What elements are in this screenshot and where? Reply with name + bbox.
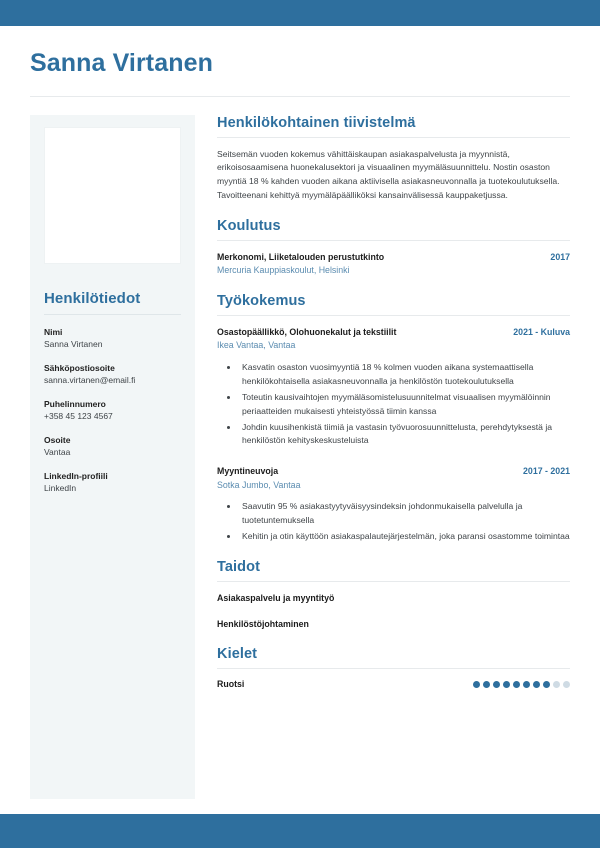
list-item: • Kasvatin osaston vuosimyyntiä 18 % kolmen vuoden aikana systemaattisella henkilökohtaisella asiakasneuvonnalla ja henkilöstön tuotekoulutuksella (239, 361, 570, 389)
contact-label: Puhelinnumero (44, 398, 106, 409)
two-column-layout (30, 115, 570, 799)
section-education (217, 218, 570, 278)
contact-item-phone (44, 398, 181, 423)
entry-title: Myyntineuvoja (217, 466, 279, 477)
section-divider (217, 668, 570, 669)
entry-date: 2017 - 2021 (523, 466, 570, 477)
language-name: Ruotsi (217, 679, 245, 690)
section-heading-experience: Työkokemus (217, 293, 306, 309)
section-experience (217, 293, 570, 544)
experience-entry (217, 326, 570, 448)
level-dot-empty (563, 681, 570, 688)
contact-item-address (44, 434, 181, 459)
contact-value: Sanna Virtanen (44, 338, 103, 349)
page-title: Sanna Virtanen (30, 49, 213, 77)
main-column (195, 115, 570, 799)
entry-bullet-list (217, 361, 570, 449)
list-item: • Saavutin 95 % asiakastyytyväisyysindeksin johdonmukaisella palvelulla ja tuotetuntemuksella (239, 500, 570, 528)
language-level-dots (473, 681, 570, 688)
section-heading-languages: Kielet (217, 646, 258, 663)
section-divider (217, 581, 570, 582)
level-dot-filled (473, 681, 480, 688)
section-skills (217, 559, 570, 631)
level-dot-filled (493, 681, 500, 688)
list-item: • Kehitin ja otin käyttöön asiakaspalautejärjestelmän, joka paransi osastomme toimintaa (239, 530, 570, 544)
entry-spacer (217, 455, 570, 465)
section-divider (217, 137, 570, 138)
contact-item-email (44, 362, 181, 387)
level-dot-filled (533, 681, 540, 688)
skill-item: Henkilöstöjohtaminen (217, 619, 309, 630)
skill-item: Asiakaspalvelu ja myyntityö (217, 592, 335, 603)
contact-value: Vantaa (44, 447, 71, 457)
section-divider (217, 315, 570, 316)
name-block (30, 26, 570, 97)
entry-subtitle: Sotka Jumbo, Vantaa (217, 479, 301, 490)
experience-entry (217, 465, 570, 544)
sidebar-heading-personal-details: Henkilötiedot (44, 289, 141, 307)
level-dot-empty (553, 681, 560, 688)
sidebar-heading-divider (44, 314, 181, 315)
entry-title: Osastopäällikkö, Olohuonekalut ja tekstiilit (217, 327, 397, 337)
entry-header (217, 465, 570, 478)
level-dot-filled (513, 681, 520, 688)
level-dot-filled (483, 681, 490, 688)
entry-bullet-list (217, 500, 570, 544)
entry-header (217, 251, 570, 264)
contact-value: sanna.virtanen@email.fi (44, 374, 136, 385)
entry-title: Merkonomi, Liiketalouden perustutkinto (217, 252, 385, 263)
section-divider (217, 240, 570, 241)
section-summary (217, 115, 570, 204)
entry-header (217, 326, 570, 339)
entry-date: 2021 - Kuluva (513, 327, 570, 337)
section-heading-skills: Taidot (217, 558, 261, 575)
contact-label: Sähköpostiosoite (44, 362, 115, 373)
summary-text: Seitsemän vuoden kokemus vähittäiskaupan asiakaspalvelusta ja myynnistä, erikoisosaamisena huonekalusektori ja visuaalinen myymäläsuunnittelu. Nostin osaston myyntiä 18 % kahden vuoden aikana aktiivisella asiakasneuvonnalla ja tuotekoulutuksella. Tavoitteenani kehittyä myymäläpäälliköksi kansainvälisessä kauppaketjussa. (217, 148, 560, 201)
sidebar (30, 115, 195, 799)
level-dot-filled (523, 681, 530, 688)
contact-value: +358 45 123 4567 (44, 410, 113, 421)
section-heading-education: Koulutus (217, 218, 281, 235)
contact-item-linkedin (44, 470, 181, 495)
contact-item-name (44, 326, 181, 351)
top-accent-bar (0, 0, 600, 26)
list-item: • Johdin kuusihenkistä tiimiä ja vastasin työvuorosuunnittelusta, perehdytyksestä ja henkilöstön kehityskeskusteluista (239, 421, 570, 449)
section-heading-summary: Henkilökohtainen tiivistelmä (217, 114, 416, 131)
education-entry (217, 251, 570, 278)
bottom-accent-bar (0, 814, 600, 848)
resume-content (0, 26, 600, 814)
list-item: • Toteutin kausivaihtojen myymäläsomistelusuunnitelmat visuaalisen myymälöinnin periaatteiden mukaisesti yhteistyössä tiimin kanssa (239, 391, 570, 419)
contact-value[interactable]: LinkedIn (44, 483, 77, 494)
level-dot-filled (503, 681, 510, 688)
level-dot-filled (543, 681, 550, 688)
contact-label: Osoite (44, 434, 71, 445)
section-languages (217, 646, 570, 689)
contact-label: Nimi (44, 326, 63, 337)
language-item (217, 679, 570, 689)
entry-subtitle: Mercuria Kauppiaskoulut, Helsinki (217, 265, 350, 276)
profile-photo-placeholder (44, 127, 181, 264)
contact-label: LinkedIn-profiili (44, 470, 108, 481)
entry-date: 2017 (550, 252, 570, 263)
entry-subtitle: Ikea Vantaa, Vantaa (217, 340, 296, 351)
name-divider (30, 96, 570, 97)
